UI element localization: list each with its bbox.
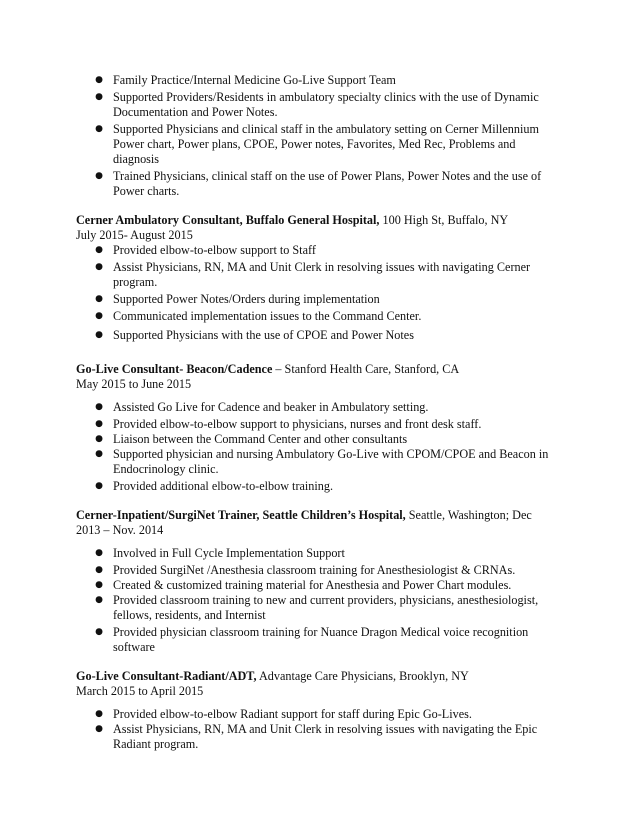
bullet-icon: ● [95, 262, 103, 272]
list-item: ● Provided elbow-to-elbow support to physicians, nurses and front desk staff. [95, 417, 482, 431]
bullet-list [76, 707, 554, 752]
bullet-icon: ● [95, 330, 103, 340]
job-dates: July 2015- August 2015 [76, 228, 193, 242]
section-seattle-childrens [76, 508, 554, 655]
bullet-icon: ● [95, 171, 103, 181]
job-dates: March 2015 to April 2015 [76, 684, 204, 698]
list-item: ● Family Practice/Internal Medicine Go-Live Support Team [95, 73, 396, 87]
list-item: ● Provided physician classroom training for Nuance Dragon Medical voice recognition software [95, 625, 529, 654]
list-item: ● Provided additional elbow-to-elbow training. [95, 479, 334, 493]
list-item: ● Supported Providers/Residents in ambulatory specialty clinics with the use of Dynamic Documentation and Power Notes. [95, 90, 539, 119]
list-item: ● Created & customized training material for Anesthesia and Power Chart modules. [95, 578, 512, 592]
list-item: ● Involved in Full Cycle Implementation Support [95, 546, 345, 560]
section-buffalo-general [76, 213, 554, 343]
bullet-icon: ● [95, 402, 103, 412]
bullet-icon: ● [95, 294, 103, 304]
bullet-icon: ● [95, 92, 103, 102]
list-item: ● Assist Physicians, RN, MA and Unit Clerk in resolving issues with navigating the Epic Radiant program. [95, 722, 538, 751]
list-item: ● Supported physician and nursing Ambulatory Go-Live with CPOM/CPOE and Beacon in Endocrinology clinic. [95, 447, 549, 476]
bullet-icon: ● [95, 724, 103, 734]
bullet-list [76, 546, 554, 655]
list-item: ● Communicated implementation issues to the Command Center. [95, 309, 422, 323]
bullet-icon: ● [95, 481, 103, 491]
list-item: ● Supported Physicians and clinical staff in the ambulatory setting on Cerner Millennium Power chart, Power plans, CPOE, Power notes, Favorites, Med Rec, Problems and diagnosis [95, 122, 539, 166]
list-item: ● Provided SurgiNet /Anesthesia classroom training for Anesthesiologist & CRNAs. [95, 563, 516, 577]
job-title: Cerner-Inpatient/SurgiNet Trainer, Seattle Children’s Hospital, [76, 508, 406, 522]
job-location: Seattle, Washington; Dec 2013 – Nov. 2014 [76, 508, 532, 537]
job-heading [76, 669, 554, 684]
bullet-list [76, 400, 554, 494]
bullet-icon: ● [95, 419, 103, 429]
bullet-icon: ● [95, 627, 103, 637]
bullet-icon: ● [95, 124, 103, 134]
list-item: ● Trained Physicians, clinical staff on the use of Power Plans, Power Notes and the use of Power charts. [95, 169, 542, 198]
job-title: Go-Live Consultant-Radiant/ADT, [76, 669, 257, 683]
bullet-icon: ● [95, 565, 103, 575]
job-title: Go-Live Consultant- Beacon/Cadence [76, 362, 273, 376]
bullet-icon: ● [95, 311, 103, 321]
job-dates: May 2015 to June 2015 [76, 377, 192, 391]
list-item: ● Supported Physicians with the use of CPOE and Power Notes [95, 328, 414, 342]
bullet-list [76, 73, 554, 199]
job-heading [76, 508, 554, 538]
section-stanford [76, 362, 554, 494]
bullet-icon: ● [95, 548, 103, 558]
list-item: ● Liaison between the Command Center and other consultants [95, 432, 408, 446]
job-location: 100 High St, Buffalo, NY [379, 213, 509, 227]
list-item: ● Assist Physicians, RN, MA and Unit Clerk in resolving issues with navigating Cerner program. [95, 260, 531, 289]
job-title: Cerner Ambulatory Consultant, Buffalo General Hospital, [76, 213, 380, 227]
bullet-icon: ● [95, 580, 103, 590]
list-item: ● Assisted Go Live for Cadence and beaker in Ambulatory setting. [95, 400, 429, 414]
job-heading [76, 213, 554, 228]
bullet-icon: ● [95, 434, 103, 444]
list-item: ● Provided elbow-to-elbow support to Staff [95, 243, 316, 257]
bullet-icon: ● [95, 245, 103, 255]
bullet-icon: ● [95, 709, 103, 719]
bullet-icon: ● [95, 595, 103, 605]
bullet-list [76, 243, 554, 343]
bullet-icon: ● [95, 75, 103, 85]
list-item: ● Supported Power Notes/Orders during implementation [95, 292, 380, 306]
section-advantage-care [76, 669, 554, 752]
job-location: – Stanford Health Care, Stanford, CA [272, 362, 460, 376]
job-heading [76, 362, 554, 377]
job-location: Advantage Care Physicians, Brooklyn, NY [256, 669, 469, 683]
list-item: ● Provided elbow-to-elbow Radiant support for staff during Epic Go-Lives. [95, 707, 472, 721]
list-item: ● Provided classroom training to new and current providers, physicians, anesthesiologist, fellows, residents, and Internist [95, 593, 539, 622]
section-family-practice [76, 73, 554, 199]
bullet-icon: ● [95, 449, 103, 459]
